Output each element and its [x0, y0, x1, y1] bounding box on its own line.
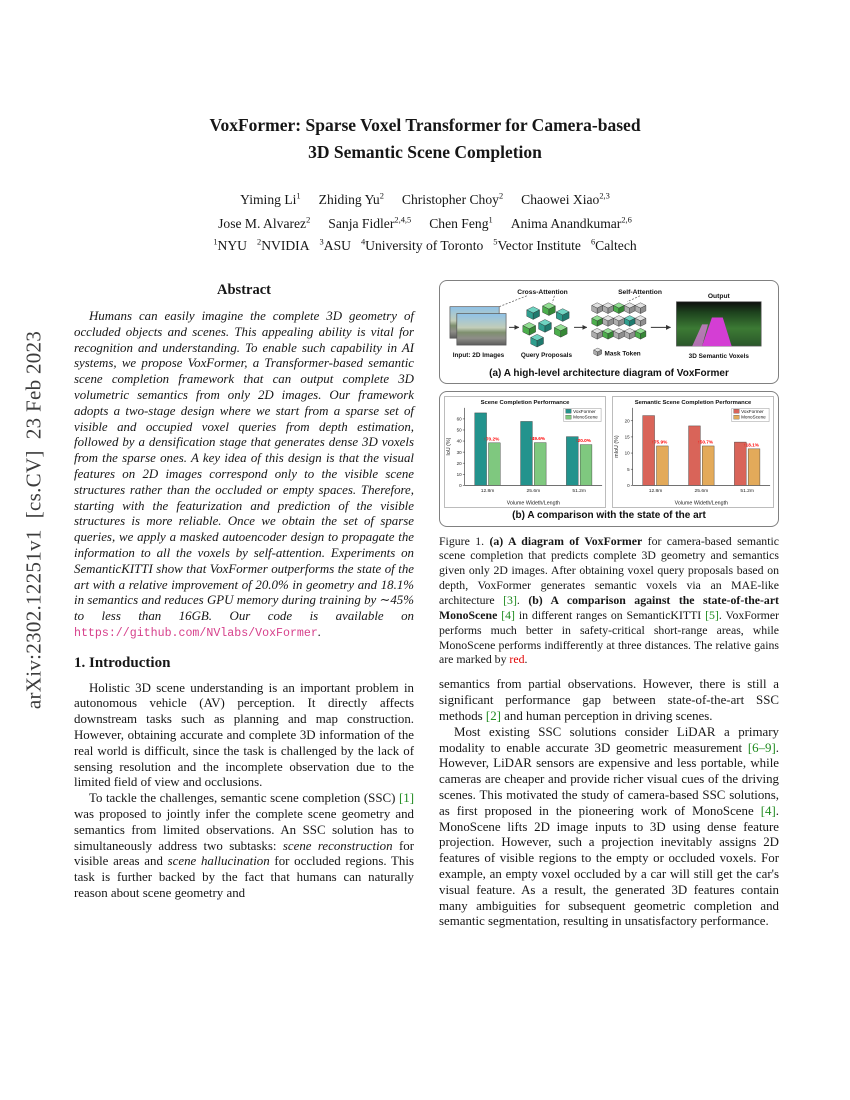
bar-MonoScene [657, 446, 669, 485]
author-row-2 [0, 212, 850, 236]
subfigure-b-caption: (b) A comparison with the state of the art [512, 510, 706, 522]
text-run: Humans can easily imagine the complete 3D geometry of occluded objects and scenes. This appealing ability is vital for recognition and understanding. To enable such capability in AI systems, we propose VoxFormer, a Transformer-based semantic scene completion framework that can output complete 3D volumetric semantics from only 2D images. Our framework adopts a two-stage design where we start from a sparse set of visible and occupied voxel queries from depth estimation, followed by a densification stage that generates dense 3D voxels from the sparse ones. A key idea of this design is that the visual features on 2D images correspond only to the visible scene structures rather than the occluded or empty spaces. Therefore, starting with the featurization and prediction of the visible structures is more reliable. Once we obtain the set of sparse queries, we apply a masked autoencoder design to propagate the information to all the voxels by self-attention. Experiments on SemanticKITTI show that VoxFormer outperforms the state of the art with a relative improvement of 20.0% in geometry and 18.1% in semantics and reduces GPU memory during training by ∼45% to less than 16GB. Our code is available on [74, 309, 414, 624]
chart-title: Semantic Scene Completion Performance [634, 400, 752, 407]
author-name: Jose M. Alvarez$^2$ [218, 214, 311, 232]
text-run: (b) A comparison against the state-of-the-art MonoScene [439, 593, 779, 622]
affiliation: $^2$NVIDIA [256, 236, 310, 254]
figure-1-caption [439, 534, 779, 668]
x-tick-label: 25.6m [526, 489, 541, 495]
affiliation: $^6$Caltech [590, 236, 637, 254]
text-run: . [516, 593, 529, 608]
semantic-voxels-label: 3D Semantic Voxels [688, 353, 749, 361]
text-run: Holistic 3D scene understanding is an important problem in autonomous vehicle (AV) perception. It directly affects downstream tasks such as planning and map construction. However, obtaining accurate and complete 3D information of the real world is difficult, since the task is challenged by the lack of sensing resolution and the incomplete observation due to the limited field of view and occlusions. [74, 680, 414, 790]
cross-attention-label: Cross-Attention [517, 289, 568, 297]
relative-gain-annotation: ↑70.2% [483, 436, 500, 442]
y-tick-label: 10 [624, 451, 630, 457]
bar-VoxFormer [689, 426, 701, 485]
citation-link[interactable]: [3] [503, 593, 517, 608]
affiliation-superscript: 1 [213, 236, 218, 247]
abstract-heading: Abstract [217, 282, 271, 299]
relative-gain-annotation: ↑20.0% [575, 438, 591, 444]
affiliation-superscript: 2 [498, 190, 504, 201]
affiliation-superscript: 3 [319, 236, 324, 247]
query-proposals-label: Query Proposals [520, 352, 573, 360]
input-2d-images [450, 307, 506, 345]
text-run: Most existing SSC solutions consider LiDAR a primary modality to enable accurate 3D geometric measurement [439, 724, 779, 755]
author-name: Christopher Choy$^2$ [401, 190, 504, 208]
text-run: for camera-based semantic scene completion that predicts complete 3D geometry and semantics given only 2D images. After obtaining voxel query proposals based on depth, VoxFormer generates semantic voxels via an MAE-like architecture [439, 533, 779, 608]
bar-VoxFormer [475, 413, 487, 485]
text-run: scene reconstruction [282, 838, 393, 853]
text-run: semantics from partial observations. However, there is still a significant performance gap between state-of-the-art SSC methods [439, 677, 779, 723]
arxiv-watermark: arXiv:2302.12251v1 [cs.CV] 23 Feb 2023 [21, 330, 46, 710]
intro-paragraph-1 [74, 681, 414, 792]
author-name: Chaowei Xiao$^{2,3}$ [521, 190, 610, 208]
text-run: red [509, 652, 525, 667]
affiliation-superscript: 2,3 [599, 190, 610, 201]
y-tick-label: 0 [627, 483, 630, 489]
text-run: and human perception in driving scenes. [500, 708, 713, 723]
affiliations-row [0, 237, 850, 255]
cross-attention-connector-right [552, 296, 554, 303]
y-tick-label: 15 [624, 434, 630, 440]
text-run: for occluded regions. This task is further backed by the fact that humans can naturally reason about scene geometry and [74, 854, 414, 900]
intro-paragraph-2 [74, 791, 414, 902]
charts-row [444, 396, 774, 508]
affiliation-superscript: 2,4,5 [394, 214, 412, 225]
y-tick-label: 20 [624, 418, 630, 424]
body-paragraph-1 [439, 677, 779, 724]
bar-VoxFormer [734, 442, 746, 485]
x-tick-label: 51.2m [572, 489, 586, 495]
affiliation-superscript: 2 [379, 190, 384, 201]
bar-VoxFormer [566, 437, 578, 486]
query-proposal-voxels [523, 303, 569, 347]
affiliation-superscript: 2 [306, 214, 311, 225]
y-axis-label: mIoU (%) [613, 435, 620, 459]
bar-MonoScene [489, 443, 501, 486]
bar-VoxFormer [643, 416, 655, 486]
legend-swatch [566, 416, 571, 420]
semantic-scene-completion-chart [612, 396, 774, 508]
affiliation-superscript: 2,6 [621, 214, 632, 225]
citation-link[interactable]: [4] [501, 607, 515, 622]
legend-swatch [734, 416, 739, 420]
authors-block [0, 188, 850, 254]
text-run: . [317, 625, 322, 640]
relative-gain-annotation: ↑18.1% [743, 442, 759, 448]
author-name: Chen Feng$^1$ [429, 214, 493, 232]
affiliation-superscript: 1 [488, 214, 493, 225]
affiliation: $^1$NYU [213, 236, 247, 254]
author-name: Anima Anandkumar$^{2,6}$ [510, 214, 632, 232]
legend-label: VoxFormer [573, 409, 596, 415]
relative-gain-annotation: ↑75.9% [651, 439, 668, 445]
paper-title-line-2: 3D Semantic Scene Completion [308, 142, 542, 163]
bar-MonoScene [702, 446, 714, 485]
x-tick-label: 51.2m [740, 489, 754, 495]
bar-MonoScene [748, 449, 760, 486]
legend-label: MonoScene [741, 415, 766, 421]
input-images-label: Input: 2D Images [452, 352, 505, 360]
y-tick-label: 60 [456, 416, 462, 422]
text-run: . [524, 652, 528, 667]
affiliation-superscript: 1 [296, 190, 301, 201]
text-run: To tackle the challenges, semantic scene completion (SSC) [89, 791, 399, 806]
relative-gain-annotation: ↑49.6% [529, 436, 546, 442]
text-run: . VoxFormer performs much better in safety-critical short-range areas, while MonoScene performs indifferently at three distances. The relative gains are marked by [439, 607, 779, 667]
two-column-body [0, 254, 850, 930]
legend-swatch [566, 410, 571, 414]
text-run: . MonoScene lifts 2D image inputs to 3D using dense feature projection. However, such a projection inevitably assigns 2D features of visible regions to the empty or occluded voxels. For example, an empty voxel occluded by a car will still get the car's visual feature. As a result, the generated 3D features contain many ambiguities for subsequent geometric completion and semantic segmentation, resulting in unsatisfactory performance. [439, 803, 779, 929]
y-tick-label: 0 [459, 483, 462, 489]
affiliation: $^4$University of Toronto [360, 236, 484, 254]
citation-link[interactable]: [5] [705, 607, 719, 622]
citation-link[interactable]: [1] [398, 791, 414, 806]
text-run: was proposed to jointly infer the complete scene geometry and semantics from limited observations. An SSC solution has to simultaneously address two subtasks: [74, 807, 414, 853]
citation-link[interactable]: [2] [485, 708, 501, 723]
body-paragraph-2 [439, 725, 779, 930]
y-tick-label: 30 [456, 450, 462, 456]
legend-swatch [734, 410, 739, 414]
paper-title-line-1: VoxFormer: Sparse Voxel Transformer for Camera-based [209, 115, 641, 135]
y-axis-label: IoU (%) [445, 437, 452, 456]
text-run: . However, LiDAR sensors are expensive and less portable, while cameras are cheaper and provide richer visual cues of the driving scenes. This motivated the study of camera-based SSC solutions, as first proposed in the pioneering work of MonoScene [439, 740, 779, 818]
bar-MonoScene [534, 443, 546, 486]
affiliation-superscript: 6 [590, 236, 596, 247]
bar-VoxFormer [521, 422, 533, 486]
section-heading-introduction: 1. Introduction [74, 655, 171, 672]
x-tick-label: 12.8m [648, 489, 663, 495]
y-tick-label: 40 [456, 439, 462, 445]
citation-link[interactable]: [6–9] [747, 740, 776, 755]
mask-token-voxel-grid [592, 303, 646, 339]
self-attention-label: Self-Attention [618, 289, 662, 297]
output-label: Output [707, 293, 730, 301]
y-tick-label: 10 [456, 472, 462, 478]
text-run: (a) A diagram of VoxFormer [489, 533, 643, 548]
author-name: Sanja Fidler$^{2,4,5}$ [328, 214, 412, 232]
abstract-paragraph [74, 309, 414, 641]
affiliation-superscript: 4 [360, 236, 366, 247]
legend-label: MonoScene [573, 415, 598, 421]
author-row-1 [0, 188, 850, 212]
left-column [74, 280, 414, 930]
paper-title [0, 0, 850, 166]
subfigure-a-caption: (a) A high-level architecture diagram of VoxFormer [489, 368, 729, 380]
architecture-diagram-panel [439, 280, 779, 384]
architecture-diagram [444, 285, 774, 366]
chart-title: Scene Completion Performance [480, 400, 570, 407]
legend-label: VoxFormer [741, 409, 764, 415]
y-tick-label: 50 [456, 428, 462, 434]
y-tick-label: 20 [456, 461, 462, 467]
x-tick-label: 12.8m [480, 489, 495, 495]
code-link[interactable]: https://github.com/NVlabs/VoxFormer [74, 627, 318, 641]
affiliation: $^5$Vector Institute [493, 236, 581, 254]
citation-link[interactable]: [4] [760, 803, 776, 818]
output-semantic-voxels-image [676, 302, 761, 346]
scene-completion-chart [444, 396, 606, 508]
x-axis-label: Volume Wideth/Length [506, 500, 561, 507]
x-axis-label: Volume Wideth/Length [674, 500, 729, 507]
mask-token-label: Mask Token [604, 350, 641, 358]
relative-gain-annotation: ↑50.7% [697, 439, 714, 445]
bar-MonoScene [580, 445, 592, 486]
figure-1 [439, 280, 779, 667]
self-attention-connector [627, 296, 640, 302]
mask-token-cube-icon [594, 348, 602, 356]
author-name: Yiming Li$^1$ [240, 190, 301, 208]
x-tick-label: 25.6m [694, 489, 709, 495]
text-run: in different ranges on SemanticKITTI [514, 607, 706, 622]
y-tick-label: 5 [627, 467, 630, 473]
comparison-charts-panel [439, 391, 779, 526]
right-column [439, 280, 779, 930]
affiliation: $^3$ASU [319, 236, 351, 254]
affiliation-superscript: 2 [256, 236, 262, 247]
affiliation-superscript: 5 [493, 236, 498, 247]
cross-attention-connector-left [499, 296, 527, 307]
text-run: for visible areas and [74, 838, 414, 869]
author-name: Zhiding Yu$^2$ [318, 190, 384, 208]
text-run: scene hallucination [167, 854, 270, 869]
text-run: Figure 1. [439, 533, 490, 548]
